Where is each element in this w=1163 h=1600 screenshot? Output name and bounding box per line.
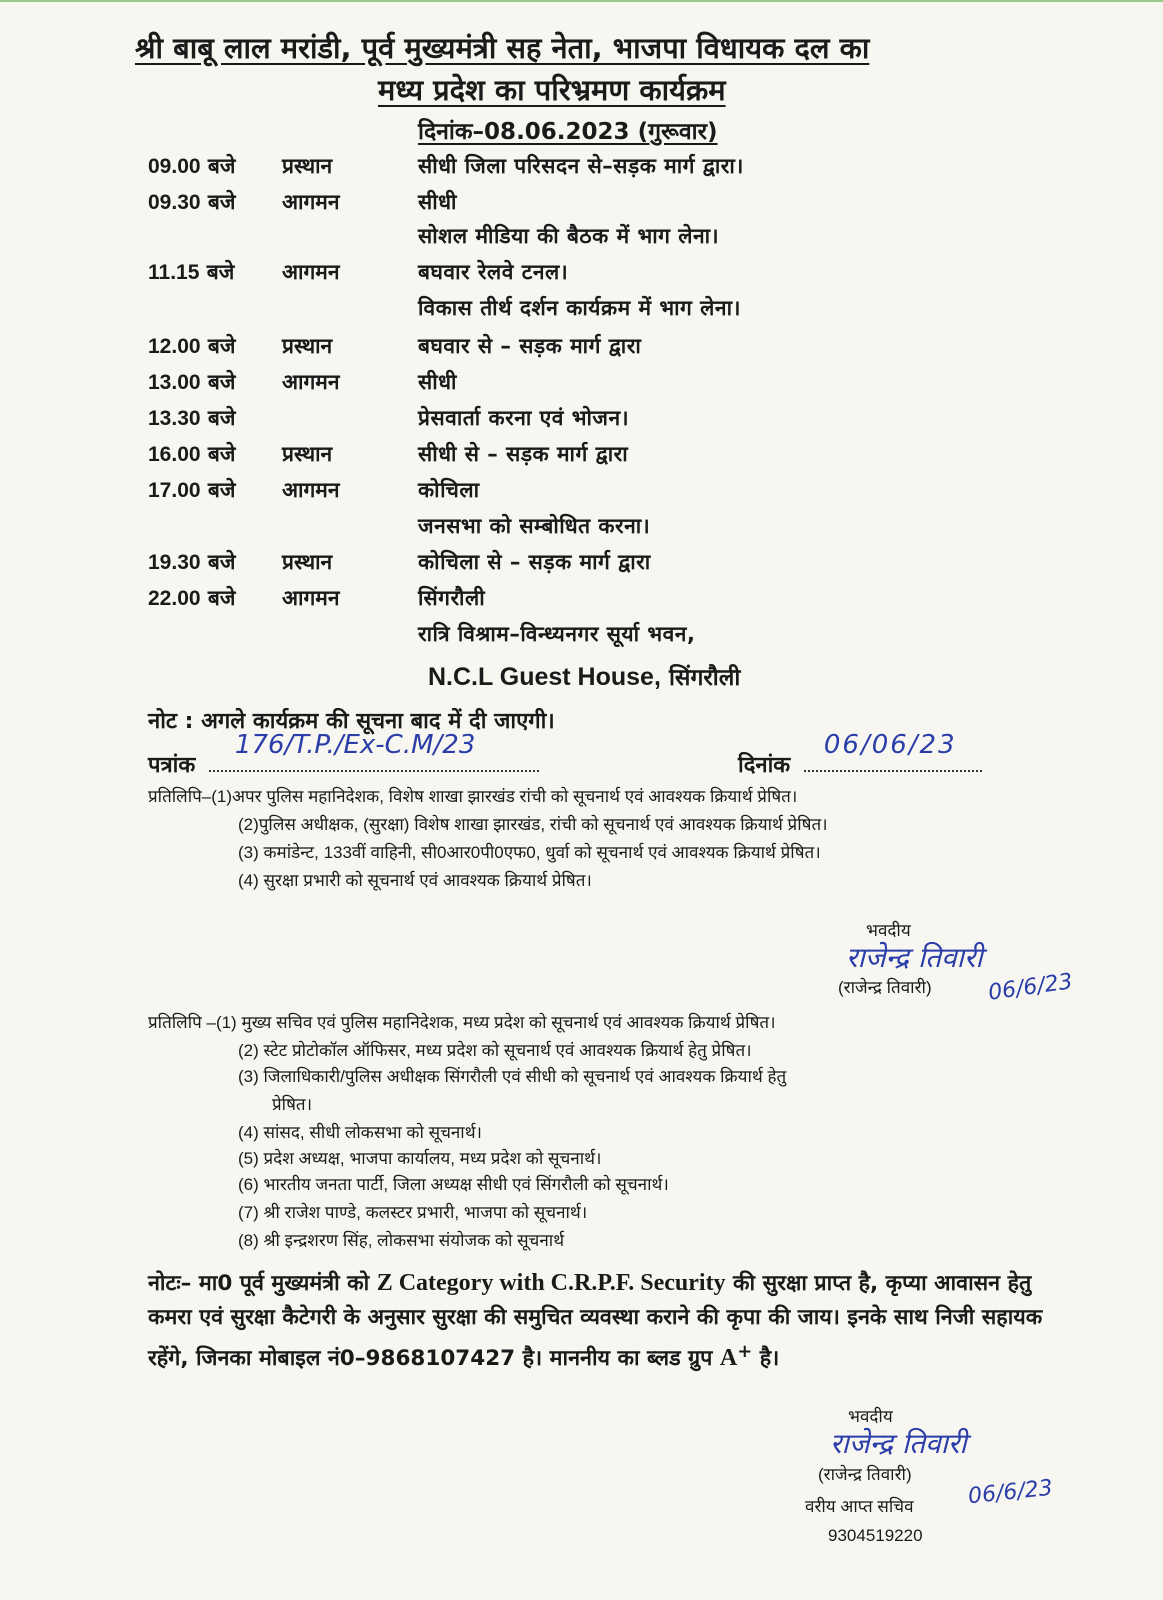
cc2-item: (7) श्री राजेश पाण्डे, कलस्टर प्रभारी, भाजपा को सूचनार्थ।	[238, 1203, 588, 1222]
page-title-line2: मध्य प्रदेश का परिभ्रमण कार्यक्रम	[378, 73, 726, 107]
security-note: नोटः– मा0 पूर्व मुख्यमंत्री को Z Category with C.R.P.F. Security की सुरक्षा प्राप्त है, कृप्या आवासन हेतु कमरा एवं सुरक्षा कैटेगरी के अनुसार सुरक्षा की समुचित व्यवस्था कराने की कृपा की जाय। इनके साथ निजी सहायक रहेंगे, जिनका मोबाइल नं0–9868107427 है। माननीय का ब्लड ग्रुप A+ है।	[148, 1270, 1043, 1372]
schedule-detail: रात्रि विश्राम–विन्ध्यनगर सूर्या भवन,	[418, 622, 696, 646]
dinank-label: दिनांक	[738, 753, 791, 778]
cc2-item-1: प्रतिलिपि –(1) मुख्य सचिव एवं पुलिस महानिदेशक, मध्य प्रदेश को सूचनार्थ एवं आवश्यक क्रियार्थ प्रेषित।	[148, 1013, 776, 1032]
cc2-item: (2) स्टेट प्रोटोकॉल ऑफिसर, मध्य प्रदेश को सूचनार्थ एवं आवश्यक क्रियार्थ हेतु प्रेषित।	[238, 1041, 752, 1060]
cc2-item: प्रेषित।	[272, 1095, 313, 1114]
page-top-edge	[0, 0, 1163, 2]
cc2-item: (5) प्रदेश अध्यक्ष, भाजपा कार्यालय, मध्य प्रदेश को सूचनार्थ।	[238, 1149, 602, 1168]
dinank-value: 06/06/23	[823, 730, 957, 760]
schedule-action: प्रस्थान	[282, 442, 333, 466]
schedule-action: प्रस्थान	[282, 550, 333, 574]
schedule-detail: सीधी	[418, 370, 457, 394]
schedule-detail: बघवार रेलवे टनल।	[418, 260, 569, 284]
cc2-prefix: प्रतिलिपि –	[148, 1013, 216, 1032]
sign2-phone: 9304519220	[828, 1526, 923, 1545]
schedule-detail: बघवार से – सड़क मार्ग द्वारा	[418, 334, 642, 358]
sign2-designation: वरीय आप्त सचिव	[805, 1497, 914, 1516]
ncl-english: N.C.L Guest House,	[428, 663, 661, 691]
schedule-detail: कोचिला	[418, 478, 480, 502]
schedule-date: दिनांक–08.06.2023 (गुरूवार)	[418, 119, 718, 145]
patrank-field	[209, 730, 539, 772]
schedule-action: आगमन	[282, 260, 340, 284]
schedule-detail: सोशल मीडिया की बैठक में भाग लेना।	[418, 224, 720, 248]
schedule-detail: जनसभा को सम्बोधित करना।	[418, 514, 651, 538]
cc1-item-4: (4) सुरक्षा प्रभारी को सूचनार्थ एवं आवश्यक क्रियार्थ प्रेषित।	[238, 871, 592, 890]
schedule-time: 11.15 बजे	[148, 260, 235, 284]
ncl-guest-house	[428, 660, 740, 692]
note-next-program: नोट : अगले कार्यक्रम की सूचना बाद में दी जाएगी।	[148, 709, 555, 734]
schedule-time: 13.00 बजे	[148, 370, 236, 394]
cc1-prefix: प्रतिलिपि–	[148, 787, 212, 806]
sign2-date: 06/6/23	[966, 1475, 1054, 1510]
schedule-detail: सिंगरौली	[418, 586, 486, 610]
schedule-detail: प्रेसवार्ता करना एवं भोजन।	[418, 406, 630, 430]
cc1-item-2: (2)पुलिस अधीक्षक, (सुरक्षा) विशेष शाखा झारखंड, रांची को सूचनार्थ एवं आवश्यक क्रियार्थ प्रेषित।	[238, 815, 828, 834]
schedule-time: 16.00 बजे	[148, 442, 236, 466]
page-title-line1: श्री बाबू लाल मरांडी, पूर्व मुख्यमंत्री सह नेता, भाजपा विधायक दल का	[135, 31, 870, 65]
sign1-name: (राजेन्द्र तिवारी)	[838, 978, 932, 997]
schedule-action: प्रस्थान	[282, 334, 333, 358]
schedule-time: 09.30 बजे	[148, 190, 236, 214]
schedule-time: 13.30 बजे	[148, 406, 236, 430]
schedule-detail: कोचिला से – सड़क मार्ग द्वारा	[418, 550, 651, 574]
reference-dinank	[738, 730, 982, 779]
cc1-item-3: (3) कमांडेन्ट, 133वीं वाहिनी, सी0आर0पी0एफ0, धुर्वा को सूचनार्थ एवं आवश्यक क्रियार्थ प्रेषित।	[238, 843, 821, 862]
ncl-hindi: सिंगरौली	[668, 665, 741, 691]
reference-patrank	[148, 730, 539, 779]
schedule-action: आगमन	[282, 586, 340, 610]
schedule-time: 12.00 बजे	[148, 334, 236, 358]
schedule-action: आगमन	[282, 370, 340, 394]
schedule-time: 22.00 बजे	[148, 586, 236, 610]
cc2-item: (6) भारतीय जनता पार्टी, जिला अध्यक्ष सीधी एवं सिंगरौली को सूचनार्थ।	[238, 1175, 669, 1194]
cc2-item: (3) जिलाधिकारी/पुलिस अधीक्षक सिंगरौली एवं सीधी को सूचनार्थ एवं आवश्यक क्रियार्थ हेतु	[238, 1067, 787, 1086]
dinank-field	[804, 730, 982, 772]
cc2-item: (4) सांसद, सीधी लोकसभा को सूचनार्थ।	[238, 1123, 483, 1142]
sign1-date: 06/6/23	[986, 969, 1075, 1006]
schedule-time: 17.00 बजे	[148, 478, 236, 502]
sign2-handwritten: राजेन्द्र तिवारी	[830, 1427, 967, 1460]
sign1-handwritten: राजेन्द्र तिवारी	[846, 941, 983, 974]
patrank-value: 176/T.P./Ex-C.M/23	[234, 730, 476, 760]
schedule-time: 19.30 बजे	[148, 550, 236, 574]
sign2-bhavdiya: भवदीय	[848, 1407, 893, 1426]
sign1-bhavdiya: भवदीय	[866, 921, 911, 940]
cc2-item: (8) श्री इन्द्रशरण सिंह, लोकसभा संयोजक को सूचनार्थ	[238, 1231, 565, 1250]
schedule-detail: सीधी से – सड़क मार्ग द्वारा	[418, 442, 629, 466]
schedule-detail: सीधी जिला परिसदन से–सड़क मार्ग द्वारा।	[418, 154, 744, 178]
schedule-action: आगमन	[282, 478, 340, 502]
schedule-detail: विकास तीर्थ दर्शन कार्यक्रम में भाग लेना।	[418, 296, 741, 320]
blood-group: A	[719, 1345, 738, 1372]
schedule-action: प्रस्थान	[282, 154, 333, 178]
sign2-name: (राजेन्द्र तिवारी)	[818, 1465, 912, 1484]
cc1-item-1: प्रतिलिपि–(1)अपर पुलिस महानिदेशक, विशेष शाखा झारखंड रांची को सूचनार्थ एवं आवश्यक क्रियार्थ प्रेषित।	[148, 787, 798, 806]
schedule-time: 09.00 बजे	[148, 154, 236, 178]
security-category: Z Category with C.R.P.F. Security	[376, 1270, 726, 1296]
patrank-label: पत्रांक	[148, 753, 196, 778]
schedule-action: आगमन	[282, 190, 340, 214]
schedule-detail: सीधी	[418, 190, 457, 214]
